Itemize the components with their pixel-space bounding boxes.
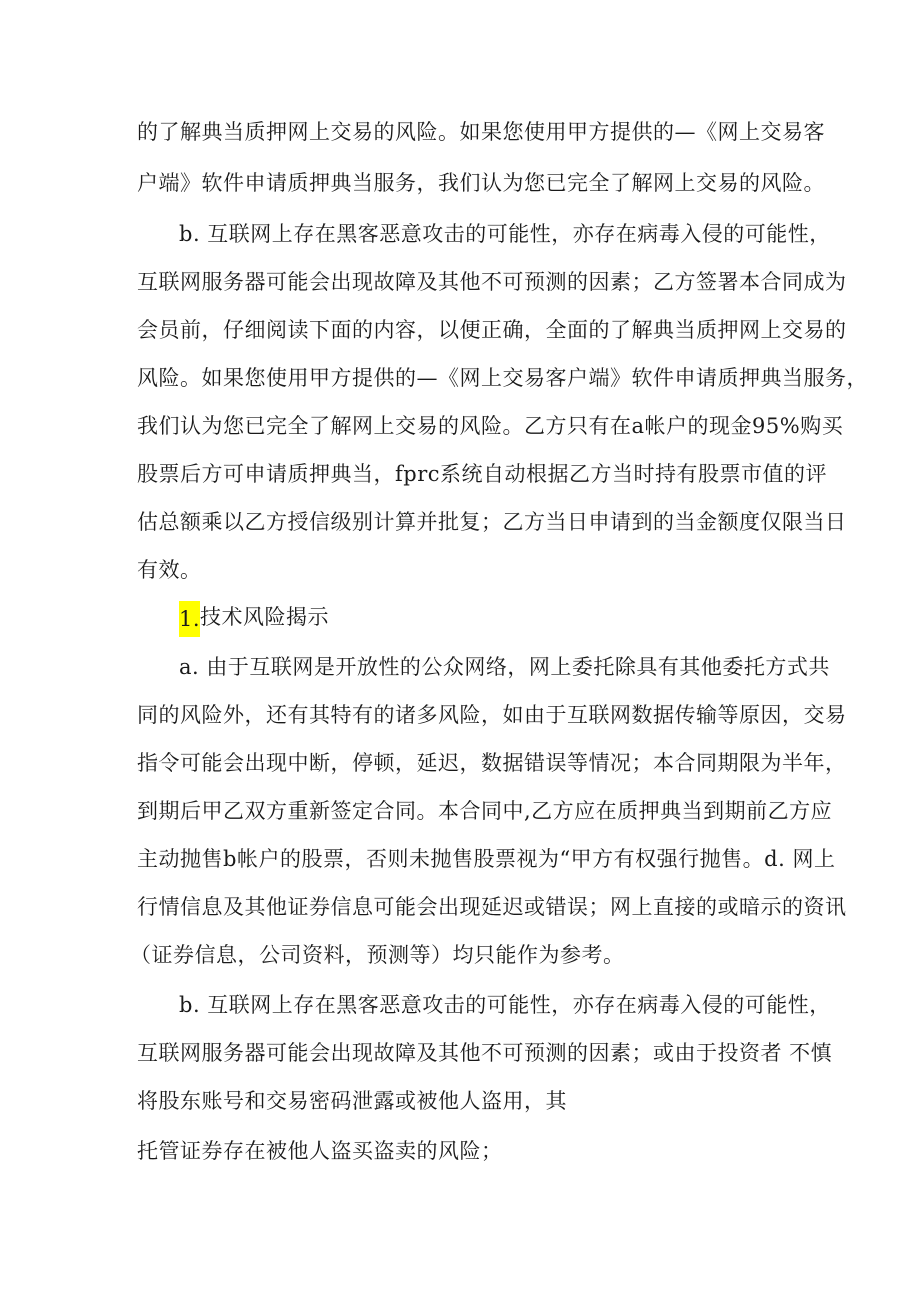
text-line: 风险。如果您使用甲方提供的—《网上交易客户端》软件申请质押典当服务，: [137, 366, 868, 390]
text-line: 到期后甲乙双方重新签定合同。本合同中,乙方应在质押典当到期前乙方应: [137, 799, 833, 823]
section-heading: [179, 597, 920, 637]
text-line: 将股东账号和交易密码泄露或被他人盗用，其: [137, 1089, 567, 1113]
text-line: 的了解典当质押网上交易的风险。如果您使用甲方提供的—《网上交易客: [137, 120, 825, 144]
text-line: 有效。: [137, 558, 202, 582]
text-line: 互联网服务器可能会出现故障及其他不可预测的因素；乙方签署本合同成为: [137, 270, 847, 294]
text-line: 会员前，仔细阅读下面的内容，以便正确，全面的了解典当质押网上交易的: [137, 318, 847, 342]
text-line: 主动抛售b帐户的股票，否则未抛售股票视为“甲方有权强行抛售。d. 网上: [137, 847, 836, 871]
section-title: 技术风险揭示: [200, 605, 330, 629]
text-line: b. 互联网上存在黑客恶意攻击的可能性，亦存在病毒入侵的可能性，: [179, 222, 831, 246]
text-line: b. 互联网上存在黑客恶意攻击的可能性，亦存在病毒入侵的可能性，: [179, 993, 831, 1017]
text-line: 互联网服务器可能会出现故障及其他不可预测的因素；或由于投资者 不慎: [137, 1041, 833, 1065]
section-number: 1.: [179, 601, 200, 637]
text-line: 指令可能会出现中断，停顿，延迟，数据错误等情况；本合同期限为半年，: [137, 751, 847, 775]
text-line: 户端》软件申请质押典当服务，我们认为您已完全了解网上交易的风险。: [137, 171, 825, 195]
text-line: a. 由于互联网是开放性的公众网络，网上委托除具有其他委托方式共: [179, 655, 830, 679]
text-line: 同的风险外，还有其特有的诸多风险，如由于互联网数据传输等原因，交易: [137, 703, 847, 727]
text-line: （证券信息，公司资料，预测等）均只能作为参考。: [130, 943, 625, 967]
text-line: 估总额乘以乙方授信级别计算并批复；乙方当日申请到的当金额度仅限当日: [137, 510, 847, 534]
text-line: 行情信息及其他证券信息可能会出现延迟或错误；网上直接的或暗示的资讯: [137, 895, 847, 919]
text-line: 托管证券存在被他人盗买盗卖的风险；: [137, 1139, 503, 1163]
text-line: 我们认为您已完全了解网上交易的风险。乙方只有在a帐户的现金95%购买: [137, 414, 844, 438]
text-line: 股票后方可申请质押典当，fprc系统自动根据乙方当时持有股票市值的评: [137, 462, 828, 486]
